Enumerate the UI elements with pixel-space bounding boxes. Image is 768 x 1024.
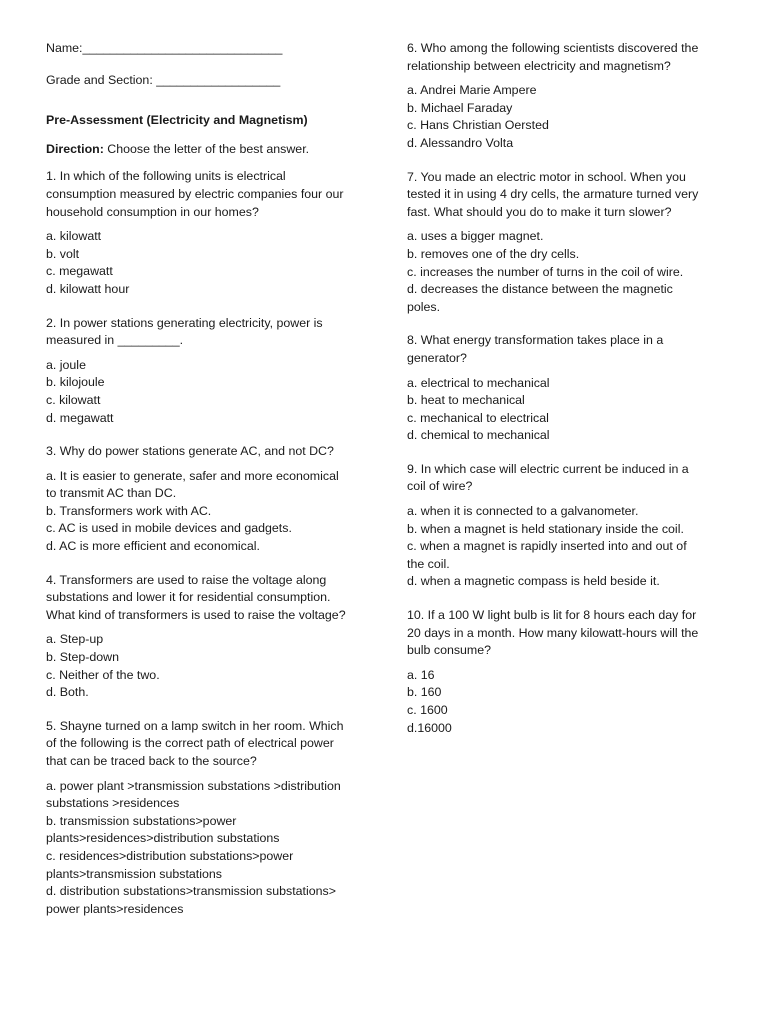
direction-label: Direction: <box>46 141 104 156</box>
answer-option: d. Alessandro Volta <box>407 135 514 150</box>
grade-section-label: Grade and Section: __________________ <box>46 72 281 87</box>
answer-option: b. Michael Faraday <box>407 100 513 115</box>
answer-option: a. 16 <box>407 667 435 682</box>
question-8 <box>407 332 719 367</box>
question-2 <box>46 315 376 350</box>
answer-option: d. chemical to mechanical <box>407 428 550 443</box>
answer-option-continued: the coil. <box>407 556 450 571</box>
question-text-line: 3. Why do power stations generate AC, and not DC? <box>46 444 334 459</box>
answer-option: c. Neither of the two. <box>46 667 160 682</box>
question-8-options <box>407 375 719 445</box>
answer-option: c. mechanical to electrical <box>407 410 549 425</box>
question-9 <box>407 461 719 496</box>
question-text-line: bulb consume? <box>407 643 492 658</box>
question-1 <box>46 168 376 221</box>
question-text-line: 7. You made an electric motor in school. When you <box>407 169 686 184</box>
answer-option: c. when a magnet is rapidly inserted into and out of <box>407 539 687 554</box>
question-4-options <box>46 631 376 701</box>
question-2-options <box>46 357 376 427</box>
question-text-line: household consumption in our homes? <box>46 204 259 219</box>
answer-option: c. kilowatt <box>46 392 101 407</box>
question-10 <box>407 607 719 660</box>
name-field-label: Name:_____________________________ <box>46 41 283 55</box>
question-text-line: of the following is the correct path of electrical power <box>46 736 334 751</box>
answer-option: c. AC is used in mobile devices and gadgets. <box>46 521 292 536</box>
question-7 <box>407 169 719 222</box>
right-column <box>407 40 719 753</box>
answer-option: a. Step-up <box>46 632 104 647</box>
answer-option: b. when a magnet is held stationary inside the coil. <box>407 521 684 536</box>
question-text-line: 10. If a 100 W light bulb is lit for 8 hours each day for <box>407 608 697 623</box>
answer-option: b. heat to mechanical <box>407 393 525 408</box>
question-5-options <box>46 778 376 919</box>
answer-option: d. when a magnetic compass is held beside it. <box>407 574 660 589</box>
question-text-line: 6. Who among the following scientists discovered the <box>407 41 699 55</box>
question-9-options <box>407 503 719 591</box>
answer-option: a. kilowatt <box>46 229 102 244</box>
answer-option: b. volt <box>46 246 80 261</box>
answer-option: b. kilojoule <box>46 375 105 390</box>
question-3 <box>46 443 376 461</box>
answer-option: b. 160 <box>407 685 442 700</box>
question-text-line: 8. What energy transformation takes place in a <box>407 333 664 348</box>
question-1-options <box>46 228 376 298</box>
answer-option: a. electrical to mechanical <box>407 375 550 390</box>
direction-line <box>46 141 376 159</box>
question-10-options <box>407 667 719 737</box>
question-text-line: measured in _________. <box>46 333 184 348</box>
question-7-options <box>407 228 719 316</box>
answer-option: a. joule <box>46 357 86 372</box>
question-text-line: What kind of transformers is used to raise the voltage? <box>46 607 346 622</box>
answer-option: d. megawatt <box>46 410 114 425</box>
answer-option-continued: to transmit AC than DC. <box>46 486 177 501</box>
answer-option: b. transmission substations>power <box>46 813 237 828</box>
answer-option-continued: plants>transmission substations <box>46 866 222 881</box>
question-text-line: consumption measured by electric companies four our <box>46 186 344 201</box>
question-text-line: that can be traced back to the source? <box>46 754 257 768</box>
answer-option-continued: power plants>residences <box>46 901 184 916</box>
answer-option: d.16000 <box>407 720 452 735</box>
answer-option: c. 1600 <box>407 703 448 717</box>
question-text-line: generator? <box>407 350 467 365</box>
left-column <box>46 40 376 934</box>
page-title: Pre-Assessment (Electricity and Magnetism) <box>46 113 308 128</box>
question-text-line: substations and lower it for residential consumption. <box>46 590 331 605</box>
answer-option: c. Hans Christian Oersted <box>407 118 549 133</box>
question-text-line: coil of wire? <box>407 479 473 494</box>
direction-text: Choose the letter of the best answer. <box>103 141 310 156</box>
question-text-line: tested it in using 4 dry cells, the armature turned very <box>407 187 699 202</box>
question-text-line: 4. Transformers are used to raise the voltage along <box>46 572 327 587</box>
answer-option: b. Transformers work with AC. <box>46 503 212 518</box>
answer-option: d. kilowatt hour <box>46 281 130 296</box>
answer-option: c. megawatt <box>46 264 113 279</box>
answer-option: a. uses a bigger magnet. <box>407 229 544 244</box>
answer-option-continued: plants>residences>distribution substations <box>46 831 280 846</box>
question-text-line: 9. In which case will electric current be induced in a <box>407 461 689 476</box>
answer-option: a. Andrei Marie Ampere <box>407 83 537 98</box>
question-5 <box>46 718 376 771</box>
answer-option: d. Both. <box>46 685 89 700</box>
question-text-line: relationship between electricity and magnetism? <box>407 58 671 73</box>
answer-option: a. when it is connected to a galvanometer. <box>407 504 639 519</box>
question-text-line: 1. In which of the following units is electrical <box>46 169 286 184</box>
answer-option-continued: substations >residences <box>46 796 180 811</box>
question-4 <box>46 572 376 625</box>
question-text-line: 20 days in a month. How many kilowatt-hours will the <box>407 625 699 640</box>
answer-option: b. removes one of the dry cells. <box>407 246 580 261</box>
question-3-options <box>46 468 376 556</box>
answer-option: a. power plant >transmission substations >distribution <box>46 778 341 793</box>
question-6 <box>407 40 719 75</box>
answer-option: c. increases the number of turns in the coil of wire. <box>407 264 684 279</box>
answer-option-continued: poles. <box>407 299 441 314</box>
answer-option: a. It is easier to generate, safer and more economical <box>46 468 339 483</box>
answer-option: b. Step-down <box>46 650 120 665</box>
answer-option: d. AC is more efficient and economical. <box>46 539 260 554</box>
answer-option: d. decreases the distance between the magnetic <box>407 282 673 297</box>
question-text-line: 2. In power stations generating electricity, power is <box>46 315 323 330</box>
question-6-options <box>407 82 719 152</box>
question-text-line: 5. Shayne turned on a lamp switch in her room. Which <box>46 718 344 733</box>
answer-option: c. residences>distribution substations>power <box>46 848 294 863</box>
answer-option: d. distribution substations>transmission substations> <box>46 884 336 899</box>
question-text-line: fast. What should you do to make it turn slower? <box>407 204 672 219</box>
